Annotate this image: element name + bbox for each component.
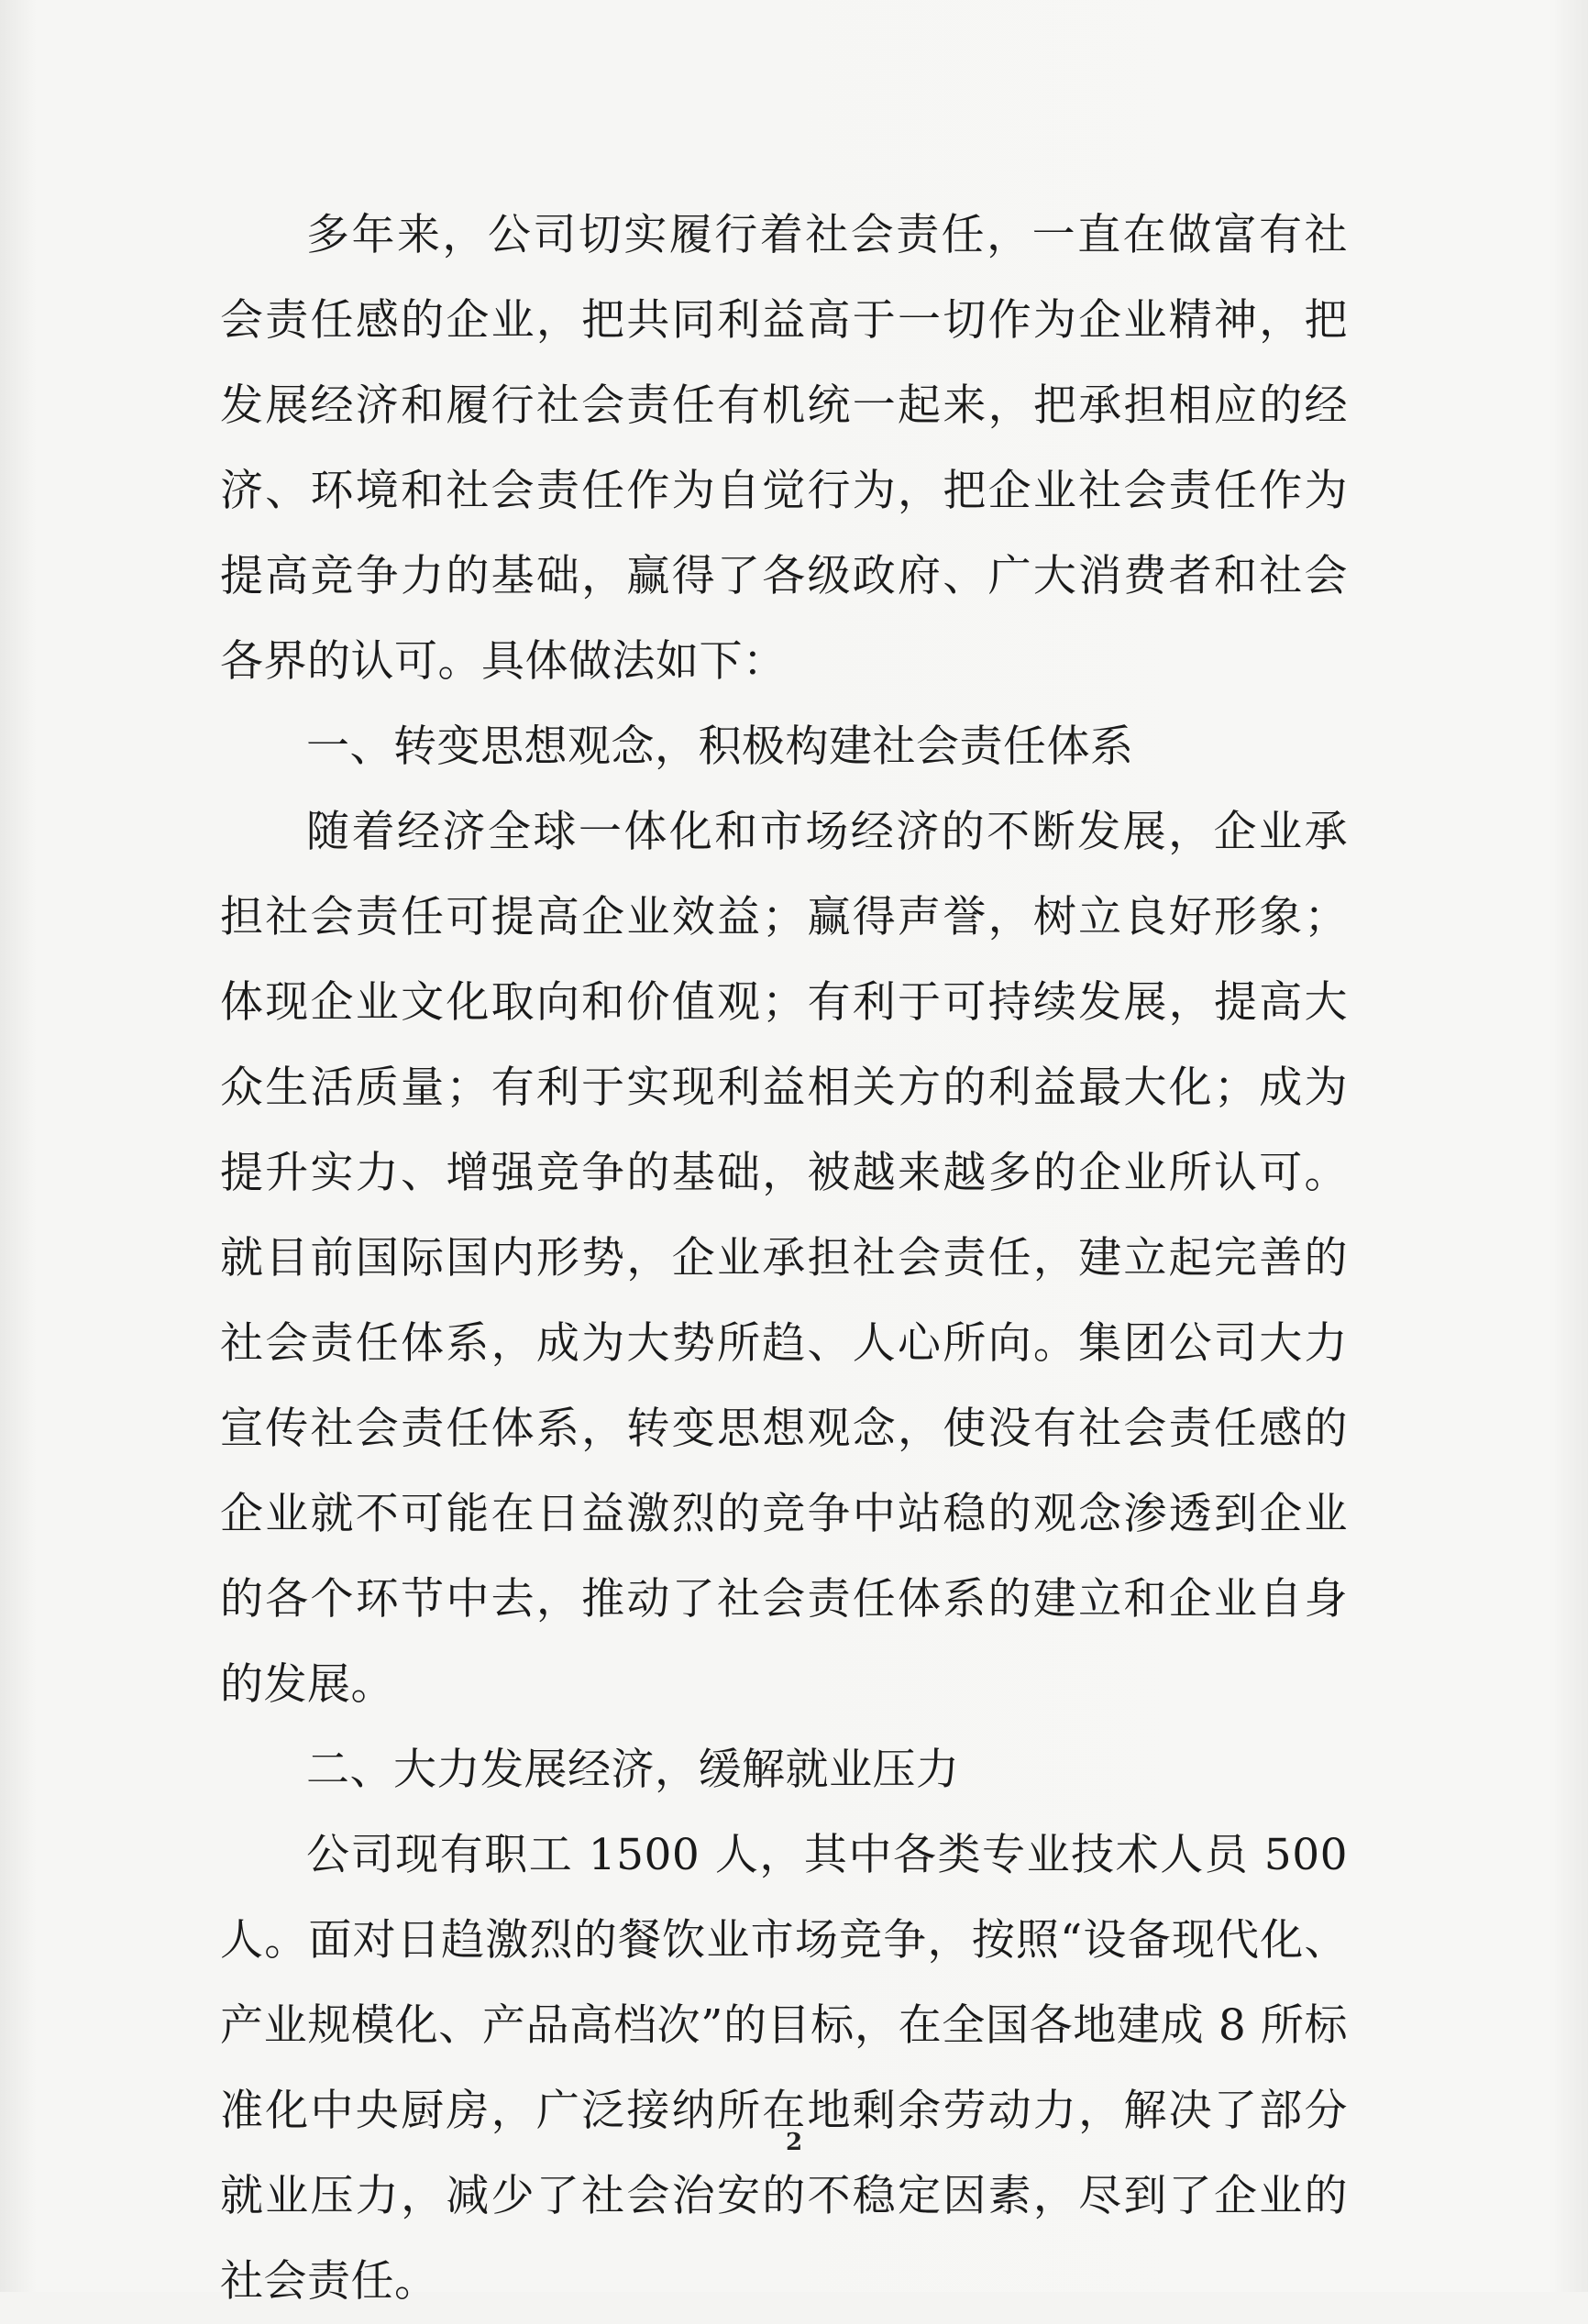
document-body xyxy=(220,193,1348,2324)
intro-paragraph: 多年来，公司切实履行着社会责任，一直在做富有社会责任感的企业，把共同利益高于一切作为企业精神，把发展经济和履行社会责任有机统一起来，把承担相应的经济、环境和社会责任作为自觉行为，把企业社会责任作为提高竞争力的基础，赢得了各级政府、广大消费者和社会各界的认可。具体做法如下： xyxy=(220,210,1348,687)
section-heading-2: 二、大力发展经济，缓解就业压力 xyxy=(306,1745,960,1795)
section-2-paragraph: 公司现有职工 1500 人，其中各类专业技术人员 500 人。面对日趋激烈的餐饮业市场竞争，按照“设备现代化、产业规模化、产品高档次”的目标，在全国各地建成 8 所标准化中央厨房，广泛接纳所在地剩余劳动力，解决了部分就业压力，减少了社会治安的不稳定因素，尽到了企业的社会责任。 xyxy=(220,1830,1348,2307)
page-number: 2 xyxy=(785,2129,803,2156)
section-heading-1: 一、转变思想观念，积极构建社会责任体系 xyxy=(306,721,1134,772)
section-1-paragraph: 随着经济全球一体化和市场经济的不断发展，企业承担社会责任可提高企业效益；赢得声誉，树立良好形象；体现企业文化取向和价值观；有利于可持续发展，提高大众生活质量；有利于实现利益相关方的利益最大化；成为提升实力、增强竞争的基础，被越来越多的企业所认可。就目前国际国内形势，企业承担社会责任，建立起完善的社会责任体系，成为大势所趋、人心所向。集团公司大力宣传社会责任体系，转变思想观念，使没有社会责任感的企业就不可能在日益激烈的竞争中站稳的观念渗透到企业的各个环节中去，推动了社会责任体系的建立和企业自身的发展。 xyxy=(220,807,1348,1710)
